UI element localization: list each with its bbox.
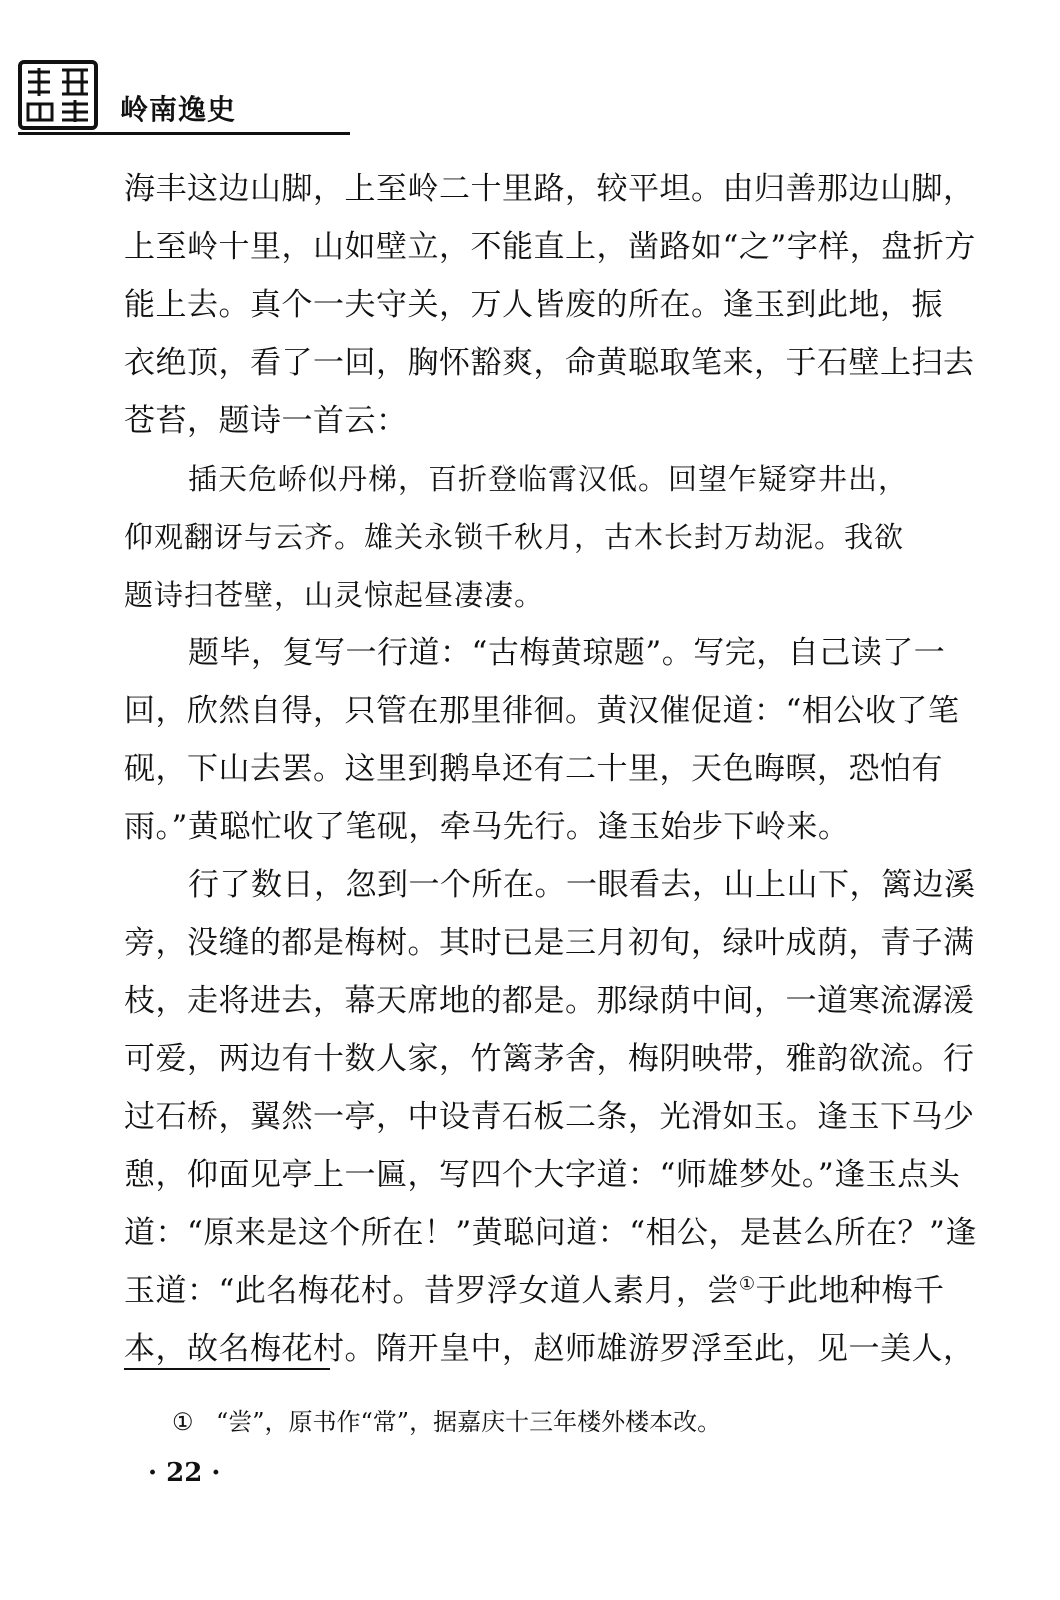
- text-line: 雨。”黄聪忙收了笔砚，牵马先行。逢玉始步下岭来。: [124, 809, 850, 845]
- text-line: 砚，下山去罢。这里到鹅阜还有二十里，天色晦暝，恐怕有: [124, 751, 943, 787]
- text-line: 苍苔，题诗一首云：: [124, 403, 408, 439]
- footnote: [172, 1402, 721, 1437]
- text-line: 憩，仰面见亭上一匾，写四个大字道：“师雄梦处。”逢玉点头: [124, 1157, 961, 1193]
- seal-logo-icon: [18, 60, 98, 130]
- text-line: 道：“原来是这个所在！”黄聪问道：“相公，是甚么所在？”逢: [124, 1215, 977, 1251]
- page-number: · 22 ·: [148, 1458, 221, 1488]
- text-line: 能上去。真个一夫守关，万人皆废的所在。逢玉到此地，振: [124, 287, 943, 323]
- text-line: 本，故名梅花村。隋开皇中，赵师雄游罗浮至此，见一美人，: [124, 1331, 975, 1367]
- text-line: 玉道：“此名梅花村。昔罗浮女道人素月，尝①于此地种梅千: [124, 1273, 945, 1309]
- footnote-marker[interactable]: ①: [738, 1273, 756, 1295]
- footnote-number: ①: [172, 1408, 194, 1436]
- text-line: 上至岭十里，山如壁立，不能直上，凿路如“之”字样，盘折方: [124, 229, 976, 265]
- body-text: [124, 160, 977, 1378]
- text-line: 枝，走将进去，幕天席地的都是。那绿荫中间，一道寒流潺湲: [124, 983, 975, 1019]
- text-line: 海丰这边山脚，上至岭二十里路，较平坦。由归善那边山脚，: [124, 171, 975, 207]
- text-line: 旁，没缝的都是梅树。其时已是三月初旬，绿叶成荫，青子满: [124, 925, 975, 961]
- text-line: 过石桥，翼然一亭，中设青石板二条，光滑如玉。逢玉下马少: [124, 1099, 975, 1135]
- text-line: 可爱，两边有十数人家，竹篱茅舍，梅阴映带，雅韵欲流。行: [124, 1041, 975, 1077]
- text-line: 行了数日，忽到一个所在。一眼看去，山上山下，篱边溪: [188, 867, 976, 903]
- footnote-text: “尝”，原书作“常”，据嘉庆十三年楼外楼本改。: [216, 1408, 722, 1436]
- poem-line: 仰观翻讶与云齐。雄关永锁千秋月，古木长封万劫泥。我欲: [124, 520, 905, 554]
- text-line: 回，欣然自得，只管在那里徘徊。黄汉催促道：“相公收了笔: [124, 693, 960, 729]
- header-rule: [18, 132, 350, 135]
- text-line: 题毕，复写一行道：“古梅黄琼题”。写完，自己读了一: [188, 635, 946, 671]
- poem-line: 题诗扫苍壁，山灵惊起昼凄凄。: [124, 578, 545, 612]
- text-line: 衣绝顶，看了一回，胸怀豁爽，命黄聪取笔来，于石壁上扫去: [124, 345, 975, 381]
- running-title: 岭南逸史: [120, 93, 237, 126]
- footnote-rule: [124, 1368, 330, 1370]
- poem-line: 插天危峤似丹梯，百折登临霄汉低。回望乍疑穿井出，: [188, 462, 909, 496]
